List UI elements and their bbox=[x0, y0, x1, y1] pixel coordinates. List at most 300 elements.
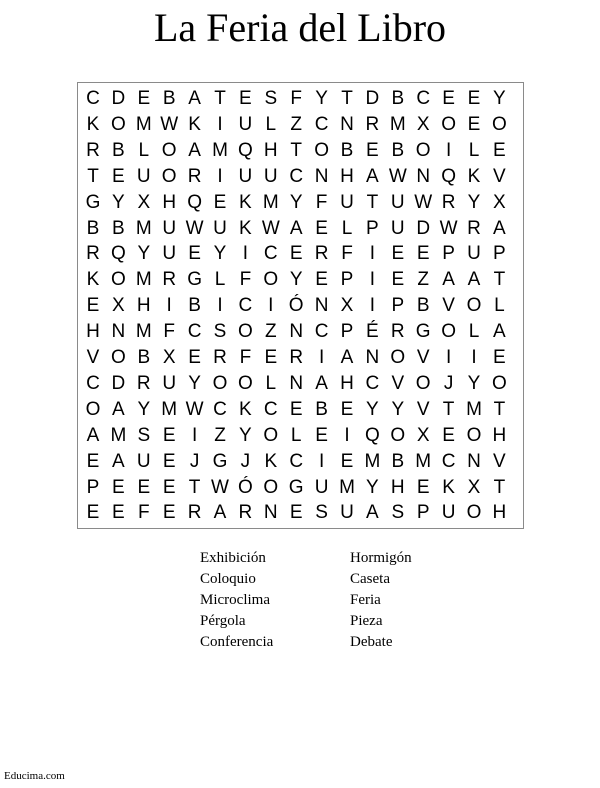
letter-grid bbox=[77, 82, 524, 529]
grid-letter: E bbox=[86, 502, 100, 524]
grid-letter: O bbox=[212, 372, 228, 394]
grid-letter: B bbox=[137, 347, 151, 368]
grid-letter: M bbox=[466, 398, 482, 420]
grid-letter: V bbox=[416, 347, 430, 368]
grid-letter: U bbox=[340, 502, 354, 524]
grid-letter: O bbox=[161, 165, 177, 187]
grid-letter: I bbox=[217, 295, 223, 317]
grid-letter: E bbox=[188, 243, 201, 265]
grid-letter: S bbox=[264, 88, 278, 109]
grid-letter: T bbox=[442, 398, 455, 420]
grid-letter: Q bbox=[111, 243, 126, 265]
grid-letter: C bbox=[86, 372, 100, 394]
grid-letter: N bbox=[416, 165, 431, 187]
grid-letter: Q bbox=[441, 165, 456, 187]
grid-letter: X bbox=[493, 191, 506, 213]
grid-row bbox=[78, 164, 523, 189]
grid-letter: L bbox=[468, 321, 480, 343]
grid-letter: G bbox=[288, 476, 304, 498]
grid-row bbox=[78, 371, 523, 396]
grid-letter: O bbox=[492, 372, 507, 394]
grid-letter: P bbox=[442, 243, 455, 265]
grid-letter: Y bbox=[137, 243, 151, 265]
grid-letter: K bbox=[86, 113, 100, 135]
grid-letter: H bbox=[340, 165, 354, 187]
grid-letter: R bbox=[314, 243, 329, 265]
grid-letter: H bbox=[390, 476, 405, 498]
grid-row bbox=[78, 423, 523, 448]
grid-row bbox=[78, 86, 523, 111]
grid-letter: R bbox=[136, 372, 151, 394]
grid-letter: C bbox=[365, 372, 380, 394]
grid-letter: U bbox=[136, 450, 151, 472]
grid-letter: E bbox=[442, 88, 455, 109]
grid-letter: C bbox=[441, 450, 456, 472]
grid-letter: J bbox=[240, 450, 251, 472]
grid-letter: E bbox=[340, 398, 354, 420]
grid-letter: M bbox=[110, 424, 127, 446]
grid-letter: E bbox=[467, 113, 481, 135]
grid-letter: R bbox=[213, 347, 227, 368]
grid-letter: E bbox=[493, 347, 506, 368]
grid-letter: B bbox=[315, 398, 328, 420]
grid-letter: A bbox=[366, 502, 379, 524]
grid-letter: E bbox=[315, 269, 328, 291]
grid-row bbox=[78, 500, 523, 525]
grid-letter: P bbox=[340, 321, 354, 343]
grid-letter: X bbox=[416, 113, 430, 135]
grid-letter: H bbox=[86, 321, 100, 343]
grid-letter: U bbox=[136, 165, 151, 187]
grid-letter: C bbox=[213, 398, 227, 420]
grid-letter: Y bbox=[213, 243, 227, 265]
grid-letter: A bbox=[289, 217, 303, 239]
grid-letter: A bbox=[493, 321, 506, 343]
grid-letter: U bbox=[263, 165, 278, 187]
grid-letter: O bbox=[111, 113, 126, 135]
grid-letter: A bbox=[340, 347, 354, 368]
grid-letter: D bbox=[365, 88, 380, 109]
grid-letter: N bbox=[263, 502, 278, 524]
grid-letter: B bbox=[416, 295, 430, 317]
grid-letter: O bbox=[314, 139, 329, 161]
grid-letter: Y bbox=[391, 398, 405, 420]
grid-letter: O bbox=[263, 476, 279, 498]
grid-letter: Ó bbox=[288, 295, 304, 317]
grid-letter: Z bbox=[290, 113, 302, 135]
grid-letter: E bbox=[112, 165, 125, 187]
grid-letter: R bbox=[86, 243, 100, 265]
grid-letter: O bbox=[415, 139, 431, 161]
grid-letter: P bbox=[340, 269, 354, 291]
grid-letter: B bbox=[391, 139, 405, 161]
grid-letter: I bbox=[217, 165, 223, 187]
grid-row bbox=[78, 267, 523, 292]
grid-letter: Y bbox=[137, 398, 151, 420]
grid-letter: U bbox=[441, 502, 456, 524]
grid-letter: U bbox=[314, 476, 329, 498]
grid-letter: S bbox=[213, 321, 227, 343]
grid-letter: T bbox=[366, 191, 379, 213]
grid-letter: X bbox=[416, 424, 430, 446]
grid-letter: L bbox=[265, 113, 277, 135]
grid-letter: A bbox=[467, 269, 481, 291]
footer-credit: Educima.com bbox=[4, 770, 65, 782]
grid-letter: E bbox=[366, 139, 379, 161]
grid-letter: Z bbox=[417, 269, 429, 291]
grid-letter: H bbox=[136, 295, 151, 317]
grid-letter: Y bbox=[467, 372, 481, 394]
grid-letter: E bbox=[416, 243, 430, 265]
grid-letter: K bbox=[239, 398, 252, 420]
word-list-item: Pérgola bbox=[200, 613, 246, 629]
grid-letter: O bbox=[111, 347, 126, 368]
grid-letter: Y bbox=[366, 398, 379, 420]
grid-letter: O bbox=[415, 372, 431, 394]
grid-letter: M bbox=[262, 191, 279, 213]
grid-letter: M bbox=[135, 217, 152, 239]
grid-letter: F bbox=[137, 502, 150, 524]
grid-letter: O bbox=[390, 347, 406, 368]
grid-letter: V bbox=[391, 372, 405, 394]
grid-letter: L bbox=[265, 372, 277, 394]
grid-letter: N bbox=[467, 450, 481, 472]
grid-letter: I bbox=[166, 295, 172, 317]
grid-letter: R bbox=[162, 269, 177, 291]
grid-letter: I bbox=[318, 450, 325, 472]
grid-letter: D bbox=[111, 372, 126, 394]
grid-letter: M bbox=[389, 113, 406, 135]
grid-letter: W bbox=[185, 398, 204, 420]
grid-letter: O bbox=[111, 269, 126, 291]
grid-letter: A bbox=[86, 424, 100, 446]
grid-letter: R bbox=[187, 165, 202, 187]
grid-letter: B bbox=[391, 450, 405, 472]
grid-letter: N bbox=[314, 295, 329, 317]
grid-letter: E bbox=[112, 502, 125, 524]
grid-letter: M bbox=[212, 139, 228, 161]
grid-letter: F bbox=[315, 191, 328, 213]
grid-letter: U bbox=[390, 191, 405, 213]
grid-letter: X bbox=[467, 476, 481, 498]
grid-row bbox=[78, 241, 523, 266]
grid-letter: G bbox=[187, 269, 202, 291]
grid-letter: U bbox=[162, 217, 177, 239]
grid-letter: I bbox=[369, 243, 376, 265]
grid-letter: E bbox=[442, 424, 455, 446]
grid-letter: N bbox=[111, 321, 126, 343]
grid-letter: B bbox=[112, 217, 125, 239]
grid-letter: E bbox=[162, 424, 176, 446]
word-list-item: Caseta bbox=[350, 571, 390, 587]
grid-letter: E bbox=[416, 476, 430, 498]
grid-letter: J bbox=[443, 372, 454, 394]
grid-letter: T bbox=[341, 88, 353, 109]
grid-letter: I bbox=[242, 243, 249, 265]
grid-letter: W bbox=[414, 191, 433, 213]
word-list-item: Hormigón bbox=[350, 550, 412, 566]
grid-letter: W bbox=[185, 217, 204, 239]
grid-letter: C bbox=[289, 165, 304, 187]
grid-letter: I bbox=[471, 347, 477, 368]
grid-letter: O bbox=[390, 424, 406, 446]
grid-letter: I bbox=[191, 424, 198, 446]
grid-letter: Q bbox=[238, 139, 253, 161]
grid-letter: E bbox=[289, 502, 303, 524]
word-list-item: Pieza bbox=[350, 613, 383, 629]
grid-letter: M bbox=[135, 113, 152, 135]
grid-letter: O bbox=[492, 113, 507, 135]
grid-letter: E bbox=[86, 450, 100, 472]
grid-letter: C bbox=[238, 295, 253, 317]
word-list-item: Exhibición bbox=[200, 550, 266, 566]
grid-letter: X bbox=[340, 295, 354, 317]
grid-letter: Y bbox=[239, 424, 252, 446]
grid-letter: O bbox=[85, 398, 101, 420]
grid-letter: A bbox=[315, 372, 328, 394]
grid-letter: Y bbox=[366, 476, 379, 498]
grid-letter: Y bbox=[467, 191, 481, 213]
grid-row bbox=[78, 345, 523, 370]
grid-letter: U bbox=[390, 217, 405, 239]
grid-letter: F bbox=[163, 321, 175, 343]
grid-letter: O bbox=[441, 113, 456, 135]
grid-row bbox=[78, 190, 523, 215]
grid-letter: A bbox=[188, 88, 201, 109]
grid-letter: X bbox=[162, 347, 176, 368]
grid-letter: E bbox=[289, 398, 303, 420]
grid-row bbox=[78, 293, 523, 318]
grid-letter: V bbox=[493, 165, 506, 187]
grid-letter: V bbox=[86, 347, 100, 368]
grid-letter: S bbox=[315, 502, 328, 524]
grid-letter: T bbox=[87, 165, 99, 187]
grid-letter: T bbox=[290, 139, 302, 161]
grid-letter: E bbox=[493, 139, 506, 161]
grid-letter: M bbox=[415, 450, 432, 472]
grid-letter: T bbox=[493, 476, 506, 498]
grid-letter: A bbox=[213, 502, 227, 524]
grid-letter: G bbox=[415, 321, 431, 343]
grid-letter: E bbox=[86, 295, 100, 317]
grid-letter: A bbox=[442, 269, 455, 291]
grid-letter: H bbox=[340, 372, 354, 394]
grid-letter: G bbox=[85, 191, 101, 213]
grid-letter: D bbox=[416, 217, 431, 239]
grid-letter: P bbox=[391, 295, 405, 317]
grid-letter: O bbox=[263, 269, 279, 291]
grid-letter: E bbox=[340, 450, 354, 472]
grid-letter: R bbox=[467, 217, 481, 239]
grid-letter: E bbox=[137, 88, 151, 109]
grid-letter: I bbox=[445, 139, 452, 161]
grid-letter: Q bbox=[187, 191, 202, 213]
grid-letter: N bbox=[340, 113, 354, 135]
grid-letter: W bbox=[439, 217, 458, 239]
grid-letter: A bbox=[188, 139, 201, 161]
grid-letter: F bbox=[341, 243, 353, 265]
grid-letter: S bbox=[391, 502, 405, 524]
grid-letter: K bbox=[239, 191, 252, 213]
grid-letter: E bbox=[162, 476, 176, 498]
grid-letter: L bbox=[468, 139, 480, 161]
grid-letter: V bbox=[416, 398, 430, 420]
grid-letter: E bbox=[137, 476, 151, 498]
grid-letter: E bbox=[391, 269, 405, 291]
grid-letter: E bbox=[112, 476, 125, 498]
grid-letter: B bbox=[188, 295, 201, 317]
grid-letter: I bbox=[445, 347, 452, 368]
grid-letter: H bbox=[492, 424, 507, 446]
grid-letter: Y bbox=[112, 191, 125, 213]
grid-letter: M bbox=[135, 269, 152, 291]
grid-letter: P bbox=[86, 476, 100, 498]
grid-letter: I bbox=[318, 347, 325, 368]
grid-letter: F bbox=[239, 347, 252, 368]
grid-row bbox=[78, 319, 523, 344]
grid-letter: I bbox=[344, 424, 350, 446]
grid-letter: B bbox=[391, 88, 405, 109]
grid-letter: R bbox=[365, 113, 380, 135]
grid-letter: A bbox=[112, 450, 125, 472]
grid-letter: L bbox=[290, 424, 302, 446]
grid-letter: M bbox=[339, 476, 355, 498]
grid-letter: P bbox=[416, 502, 430, 524]
grid-letter: B bbox=[112, 139, 125, 161]
grid-letter: T bbox=[493, 269, 506, 291]
grid-letter: U bbox=[162, 243, 177, 265]
grid-letter: T bbox=[493, 398, 506, 420]
grid-letter: F bbox=[239, 269, 252, 291]
grid-letter: C bbox=[187, 321, 202, 343]
grid-letter: W bbox=[388, 165, 407, 187]
word-list-item: Coloquio bbox=[200, 571, 256, 587]
grid-letter: N bbox=[289, 372, 304, 394]
grid-letter: E bbox=[239, 88, 252, 109]
grid-letter: W bbox=[211, 476, 229, 498]
grid-letter: W bbox=[160, 113, 179, 135]
grid-letter: M bbox=[364, 450, 381, 472]
grid-letter: O bbox=[238, 321, 253, 343]
grid-letter: O bbox=[161, 139, 177, 161]
grid-letter: U bbox=[213, 217, 227, 239]
grid-letter: Ó bbox=[238, 476, 253, 498]
grid-letter: E bbox=[162, 502, 176, 524]
word-list-item: Conferencia bbox=[200, 634, 274, 650]
grid-row bbox=[78, 449, 523, 474]
grid-letter: U bbox=[467, 243, 481, 265]
grid-letter: C bbox=[314, 113, 329, 135]
grid-letter: W bbox=[261, 217, 280, 239]
grid-letter: E bbox=[467, 88, 481, 109]
grid-row bbox=[78, 138, 523, 163]
grid-letter: E bbox=[289, 243, 303, 265]
grid-letter: G bbox=[212, 450, 228, 472]
grid-letter: Y bbox=[493, 88, 506, 109]
grid-letter: I bbox=[369, 269, 376, 291]
grid-letter: R bbox=[86, 139, 100, 161]
grid-letter: R bbox=[187, 502, 202, 524]
grid-letter: E bbox=[162, 450, 176, 472]
grid-letter: U bbox=[162, 372, 177, 394]
grid-letter: C bbox=[263, 398, 278, 420]
grid-row bbox=[78, 397, 523, 422]
grid-letter: Y bbox=[315, 88, 328, 109]
word-list-column-1 bbox=[200, 548, 273, 653]
grid-letter: C bbox=[86, 88, 100, 109]
word-list-column-2 bbox=[350, 548, 412, 653]
grid-letter: L bbox=[494, 295, 505, 317]
grid-letter: O bbox=[263, 424, 279, 446]
grid-letter: B bbox=[162, 88, 176, 109]
grid-letter: V bbox=[442, 295, 455, 317]
grid-letter: O bbox=[466, 295, 482, 317]
word-list-item: Microclima bbox=[200, 592, 270, 608]
grid-letter: H bbox=[263, 139, 278, 161]
grid-letter: O bbox=[466, 424, 482, 446]
grid-letter: R bbox=[238, 502, 253, 524]
grid-letter: F bbox=[290, 88, 302, 109]
grid-letter: K bbox=[467, 165, 481, 187]
grid-letter: X bbox=[137, 191, 151, 213]
grid-row bbox=[78, 475, 523, 500]
grid-letter: D bbox=[111, 88, 126, 109]
word-list-item: Debate bbox=[350, 634, 393, 650]
grid-letter: C bbox=[416, 88, 431, 109]
grid-letter: E bbox=[188, 347, 201, 368]
grid-letter: E bbox=[264, 347, 278, 368]
grid-letter: P bbox=[493, 243, 506, 265]
grid-letter: Y bbox=[188, 372, 201, 394]
grid-letter: U bbox=[238, 113, 253, 135]
grid-letter: Z bbox=[264, 321, 277, 343]
grid-letter: Y bbox=[289, 269, 303, 291]
grid-letter: C bbox=[314, 321, 329, 343]
grid-letter: L bbox=[341, 217, 353, 239]
grid-letter: B bbox=[340, 139, 354, 161]
grid-letter: E bbox=[315, 424, 328, 446]
grid-letter: É bbox=[366, 321, 379, 343]
grid-letter: Q bbox=[365, 424, 380, 446]
grid-letter: R bbox=[441, 191, 456, 213]
grid-letter: K bbox=[442, 476, 455, 498]
grid-letter: O bbox=[466, 502, 482, 524]
grid-letter: R bbox=[390, 321, 405, 343]
grid-letter: E bbox=[391, 243, 405, 265]
grid-letter: N bbox=[365, 347, 380, 368]
grid-letter: S bbox=[137, 424, 151, 446]
grid-letter: M bbox=[135, 321, 152, 343]
grid-row bbox=[78, 216, 523, 241]
grid-letter: T bbox=[188, 476, 201, 498]
grid-letter: A bbox=[493, 217, 506, 239]
grid-letter: K bbox=[264, 450, 278, 472]
page-title: La Feria del Libro bbox=[153, 5, 447, 50]
grid-letter: H bbox=[492, 502, 507, 524]
grid-letter: V bbox=[493, 450, 506, 472]
grid-letter: C bbox=[289, 450, 304, 472]
grid-letter: A bbox=[112, 398, 125, 420]
grid-letter: X bbox=[112, 295, 125, 317]
grid-letter: B bbox=[86, 217, 100, 239]
grid-letter: N bbox=[314, 165, 329, 187]
grid-letter: N bbox=[289, 321, 304, 343]
grid-letter: P bbox=[366, 217, 379, 239]
grid-letter: L bbox=[138, 139, 150, 161]
grid-letter: I bbox=[268, 295, 274, 317]
grid-letter: L bbox=[214, 269, 226, 291]
grid-letter: I bbox=[369, 295, 376, 317]
